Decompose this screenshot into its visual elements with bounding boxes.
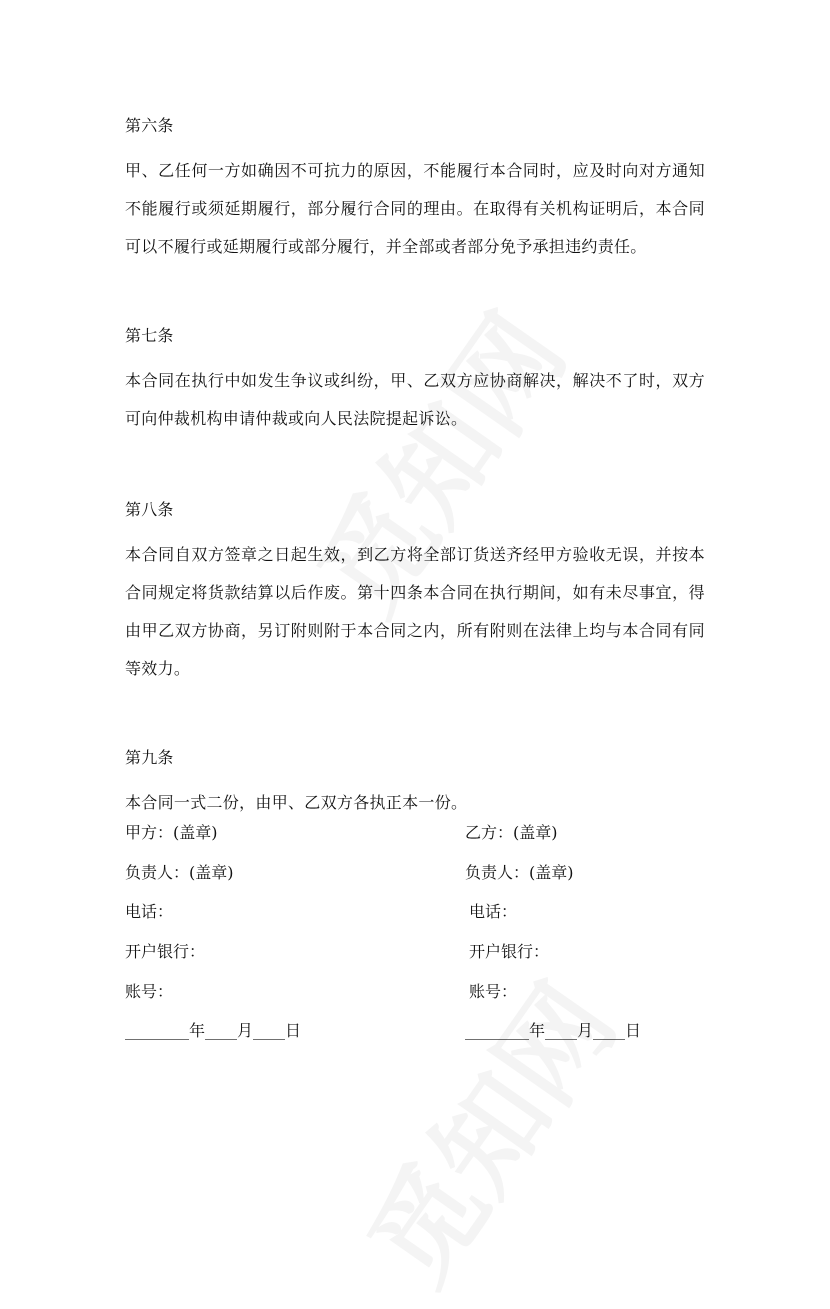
article-heading: 第七条 [125,326,174,345]
article-text: 本合同一式二份，由甲、乙双方各执正本一份。 [125,793,468,812]
party-a-phone: 电话： [125,902,174,922]
party-a-date: ________年____月____日 [125,1021,302,1041]
article-text: 本合同自双方签章之日起生效，到乙方将全部订货送齐经甲方验收无误，并按本合同规定将货款结算以后作废。第十四条本合同在执行期间，如有未尽事宜，得由甲乙双方协商，另订附则附于本合同之内，所有附则在法律上均与本合同有同等效力。 [125,545,705,678]
article-text: 甲、乙任何一方如确因不可抗力的原因，不能履行本合同时，应及时向对方通知不能履行或须延期履行，部分履行合同的理由。在取得有关机构证明后，本合同可以不履行或延期履行或部分履行，并全部或者部分免予承担违约责任。 [125,161,705,256]
party-a-seal: 甲方：(盖章) [125,823,218,843]
article-6 [125,114,705,266]
signature-block [125,812,705,1050]
signature-row-party [125,812,705,852]
article-text: 本合同在执行中如发生争议或纠纷，甲、乙双方应协商解决，解决不了时，双方可向仲裁机构申请仲裁或向人民法院提起诉讼。 [125,371,705,428]
article-7 [125,324,705,438]
signature-row-phone [125,891,705,931]
article-heading: 第八条 [125,500,174,519]
signature-row-bank [125,931,705,971]
party-b-seal: 乙方：(盖章) [465,823,558,843]
party-a-account: 账号： [125,981,174,1001]
party-b-date: ________年____月____日 [465,1021,642,1041]
article-heading: 第六条 [125,116,174,135]
party-b-account: 账号： [469,981,518,1001]
article-8 [125,498,705,688]
party-b-person: 负责人：(盖章) [465,862,574,882]
signature-row-account [125,970,705,1010]
party-a-person: 负责人：(盖章) [125,862,234,882]
party-a-bank: 开户银行： [125,942,206,962]
signature-row-person [125,852,705,892]
party-b-bank: 开户银行： [469,942,550,962]
contract-body [125,114,705,822]
signature-row-date [125,1010,705,1050]
article-9 [125,746,705,822]
party-b-phone: 电话： [469,902,518,922]
article-heading: 第九条 [125,748,174,767]
